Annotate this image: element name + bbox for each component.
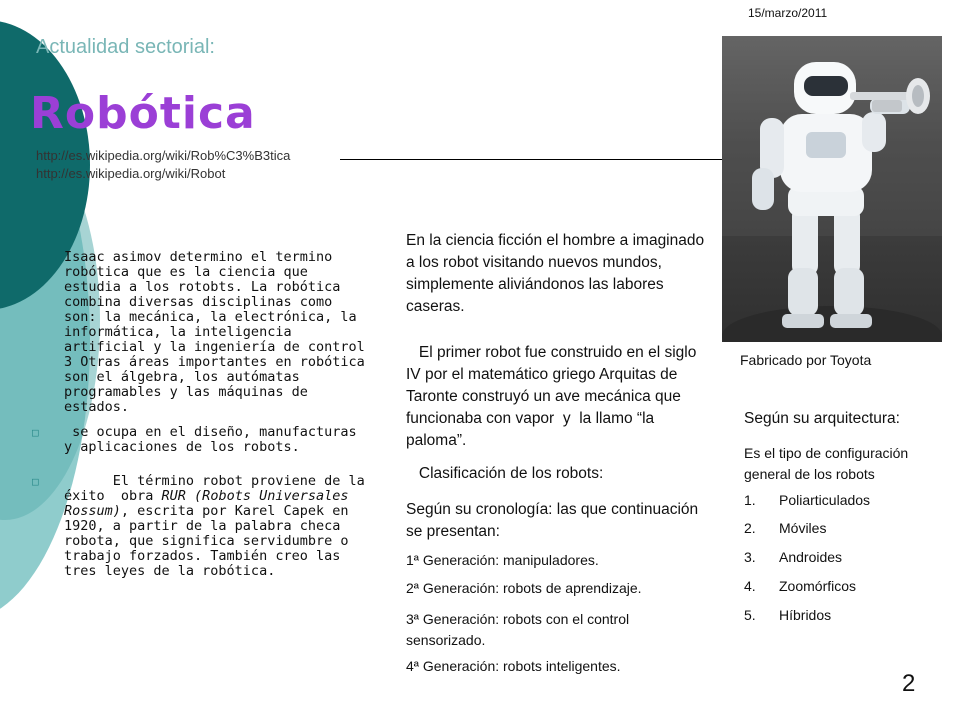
origin-text-pre: El término robot proviene de la éxito obra: [64, 473, 373, 504]
scifi-paragraph: En la ciencia ficción el hombre a imaginado a los robot visitando nuevos mundos, simplemente aliviándonos las labores caseras.: [406, 232, 705, 315]
list-number: 3.: [744, 549, 756, 565]
generation-item: 4ª Generación: robots inteligentes.: [406, 658, 621, 674]
slide-date: 15/marzo/2011: [748, 6, 828, 20]
wikipedia-robotica-link[interactable]: http://es.wikipedia.org/wiki/Rob%C3%B3tica: [36, 148, 291, 163]
list-number: 5.: [744, 607, 756, 623]
generation-item: 3ª Generación: robots con el control sensorizado.: [406, 611, 630, 648]
list-label: Poliarticulados: [779, 492, 871, 508]
first-robot-paragraph: El primer robot fue construido en el siglo IV por el matemático griego Arquitas de Taronte construyó un ave mecánica que funcionaba con vapor y la llamo “la paloma”.: [406, 344, 701, 449]
intro-paragraph: Isaac asimov determino el termino robótica que es la ciencia que estudia a los rotobts. La robótica combina diversas disciplinas como son: la mecánica, la electrónica, la informática, la inteligencia artificial y la ingeniería de control 3 Otras áreas importantes en robótica son el álgebra, los autómatas programables y las máquinas de estados.: [64, 249, 365, 415]
section-heading: Actualidad sectorial:: [36, 36, 215, 58]
bullet-text-design: se ocupa en el diseño, manufacturas y aplicaciones de los robots.: [64, 424, 365, 455]
photo-caption: Fabricado por Toyota: [740, 352, 872, 368]
architecture-list-item: [744, 492, 870, 508]
origin-text-post: , escrita por Karel Capek en 1920, a partir de la palabra checa robota, que significa servidumbre o trabajo forzados. También creo las tres leyes de la robótica.: [64, 503, 357, 579]
hollow-square-bullet-icon: □: [32, 426, 39, 439]
architecture-list-item: [744, 607, 831, 623]
architecture-list-item: [744, 549, 842, 565]
generation-item: 2ª Generación: robots de aprendizaje.: [406, 580, 642, 596]
toyota-robot-image: [722, 36, 942, 342]
generation-item: 1ª Generación: manipuladores.: [406, 552, 599, 568]
architecture-description-text: Es el tipo de configuración general de los robots: [744, 445, 909, 482]
robot-photo: [722, 36, 942, 342]
list-label: Híbridos: [779, 607, 832, 623]
page-title: Robótica: [30, 88, 256, 139]
title-divider: [340, 159, 722, 160]
chronology-heading: Según su cronología: las que continuación se presentan:: [406, 501, 699, 540]
architecture-list-item: [744, 578, 856, 594]
list-label: Zoomórficos: [779, 578, 857, 594]
architecture-list-item: [744, 520, 826, 536]
wikipedia-robot-link[interactable]: http://es.wikipedia.org/wiki/Robot: [36, 166, 226, 181]
page-number: 2: [902, 670, 916, 697]
hollow-square-bullet-icon: □: [32, 475, 39, 488]
bullet-text-origin: [64, 473, 373, 579]
architecture-heading: Según su arquitectura:: [744, 410, 900, 427]
classification-heading: Clasificación de los robots:: [406, 465, 604, 482]
origin-work-title: RUR (Robots Universales Rossum): [64, 488, 357, 519]
list-number: 4.: [744, 578, 756, 594]
architecture-description: [744, 443, 944, 485]
list-label: Androides: [779, 549, 843, 565]
list-number: 1.: [744, 492, 756, 508]
list-label: Móviles: [779, 520, 827, 536]
list-number: 2.: [744, 520, 756, 536]
